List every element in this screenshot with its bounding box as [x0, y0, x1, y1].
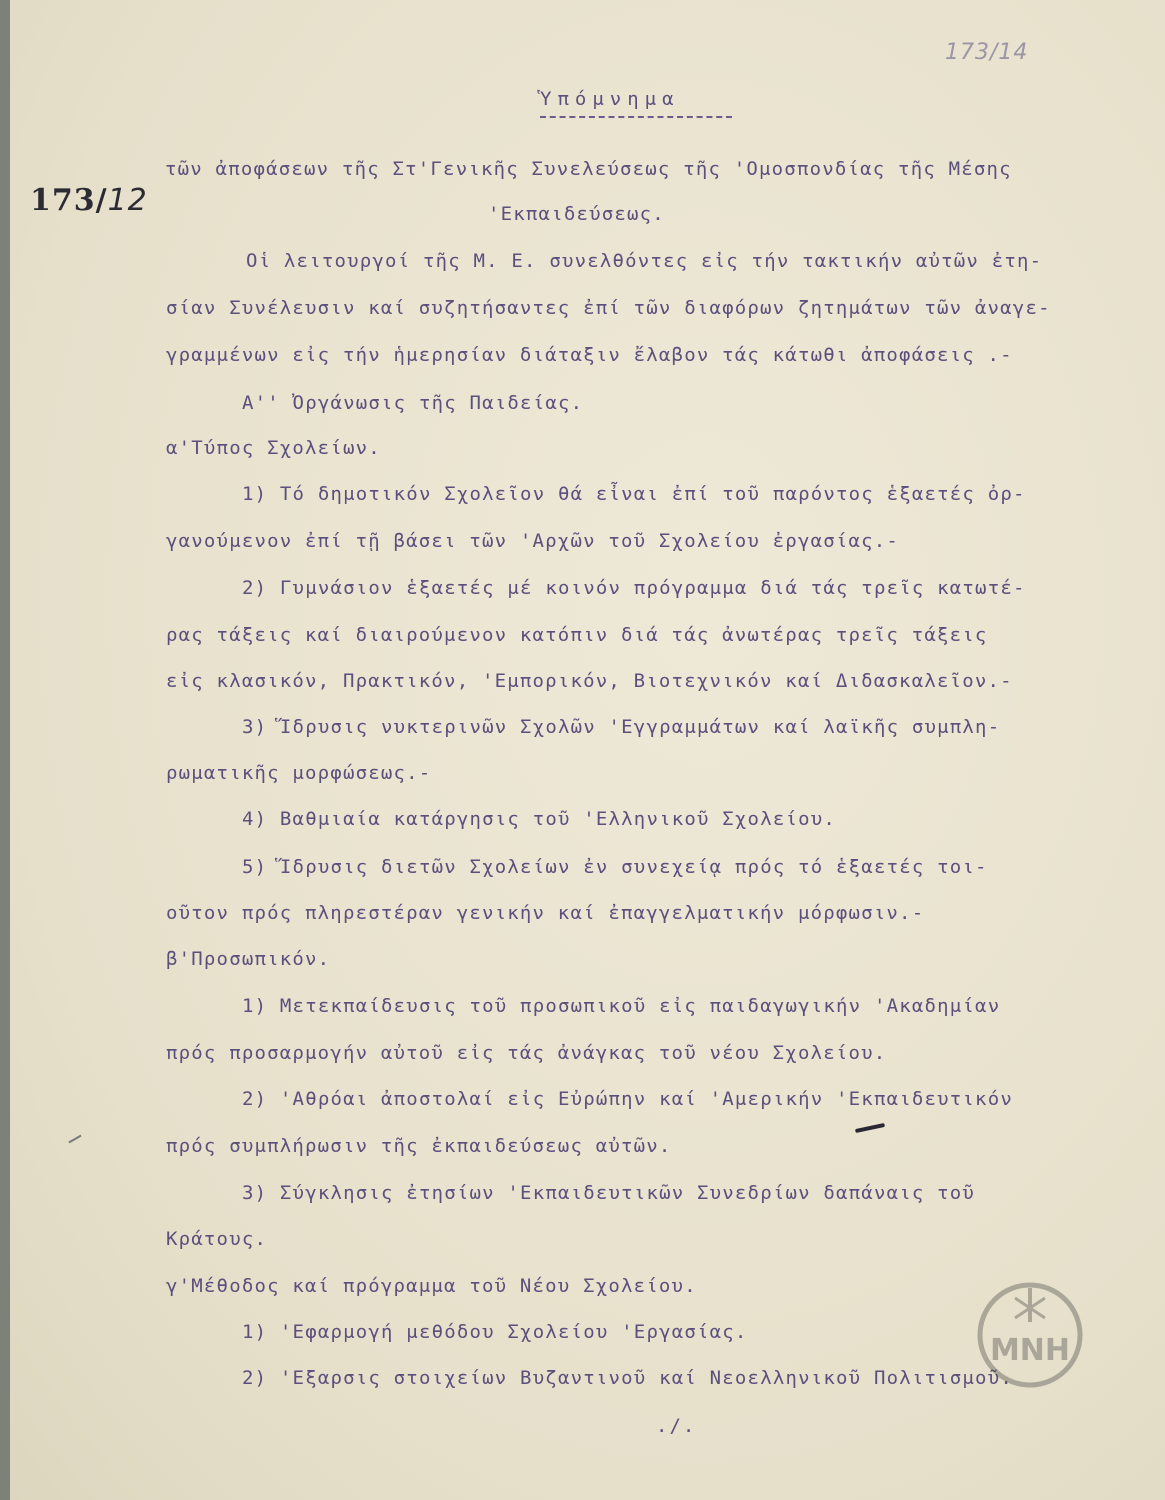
- text-line: 3) Ἵδρυσις νυκτερινῶν Σχολῶν 'Εγγραμμάτων καί λαϊκῆς συμπλη-: [242, 716, 1001, 738]
- document-title: Ὑπόμνημα: [540, 88, 680, 110]
- text-line: 1) Μετεκπαίδευσις τοῦ προσωπικοῦ εἰς παιδαγωγικήν 'Ακαδημίαν: [242, 995, 1001, 1017]
- text-line: ρας τάξεις καί διαιρούμενον κατόπιν διά τάς ἀνωτέρας τρεῖς τάξεις: [166, 624, 988, 646]
- section-heading: Α'' Ὀργάνωσις τῆς Παιδείας.: [242, 392, 584, 414]
- text-line: 2) 'Εξαρσις στοιχείων Βυζαντινοῦ καί Νεοελληνικοῦ Πολιτισμοῦ.: [242, 1367, 1013, 1389]
- pencil-mark: [68, 1135, 81, 1144]
- archive-number-printed: 173/: [30, 183, 108, 218]
- text-line: τῶν ἀποφάσεων τῆς Στ'Γενικῆς Συνελεύσεως τῆς 'Ομοσπονδίας τῆς Μέσης: [165, 158, 1012, 180]
- archive-number-handwritten: 12: [107, 183, 148, 218]
- text-line: 4) Βαθμιαία κατάργησις τοῦ 'Ελληνικοῦ Σχολείου.: [242, 808, 837, 830]
- text-line: 5) Ἵδρυσις διετῶν Σχολείων ἐν συνεχείᾳ πρός τό ἑξαετές τοι-: [242, 856, 988, 878]
- document-page: [10, 0, 1165, 1500]
- text-line: 1) Τό δημοτικόν Σχολεῖον θά εἶναι ἐπί τοῦ παρόντος ἑξαετές ὀρ-: [242, 483, 1026, 505]
- text-line: εἰς κλασικόν, Πρακτικόν, 'Εμπορικόν, Βιοτεχνικόν καί Διδασκαλεῖον.-: [166, 670, 1013, 692]
- continuation-mark: ./.: [656, 1415, 697, 1437]
- text-line: πρός προσαρμογήν αὐτοῦ εἰς τάς ἀνάγκας τοῦ νέου Σχολείου.: [166, 1042, 887, 1064]
- archive-number-left: [30, 183, 148, 218]
- text-line: ρωματικῆς μορφώσεως.-: [166, 762, 432, 784]
- subsection-heading: α'Τύπος Σχολείων.: [166, 437, 381, 459]
- ink-stroke: [855, 1123, 885, 1133]
- folder-binding: [0, 0, 10, 1500]
- text-line: Κράτους.: [166, 1228, 268, 1250]
- title-underline: [540, 116, 732, 118]
- text-line: σίαν Συνέλευσιν καί συζητήσαντες ἐπί τῶν διαφόρων ζητημάτων τῶν ἀναγε-: [166, 297, 1051, 319]
- archive-stamp-icon: [975, 1280, 1085, 1390]
- text-line: 3) Σύγκλησις ἐτησίων 'Εκπαιδευτικῶν Συνεδρίων δαπάναις τοῦ: [242, 1182, 976, 1204]
- text-line: 2) Γυμνάσιον ἑξαετές μέ κοινόν πρόγραμμα διά τάς τρεῖς κατωτέ-: [242, 577, 1026, 599]
- stamp-lettering: ΜΝΗ: [989, 1333, 1071, 1368]
- text-line: γανούμενον ἐπί τῇ βάσει τῶν 'Αρχῶν τοῦ Σχολείου ἐργασίας.-: [166, 530, 900, 552]
- text-line: Οἱ λειτουργοί τῆς Μ. Ε. συνελθόντες εἰς τήν τακτικήν αὐτῶν ἐτη-: [246, 250, 1043, 272]
- text-line: πρός συμπλήρωσιν τῆς ἐκπαιδεύσεως αὐτῶν.: [166, 1135, 672, 1157]
- subsection-heading: β'Προσωπικόν.: [166, 948, 331, 970]
- subsection-heading: γ'Μέθοδος καί πρόγραμμα τοῦ Νέου Σχολείου.: [166, 1275, 697, 1297]
- text-line: οῦτον πρός πληρεστέραν γενικήν καί ἐπαγγελματικήν μόρφωσιν.-: [166, 902, 925, 924]
- text-line: 'Εκπαιδεύσεως.: [488, 203, 665, 225]
- text-line: 1) 'Εφαρμογή μεθόδου Σχολείου 'Εργασίας.: [242, 1321, 748, 1343]
- text-line: γραμμένων εἰς τήν ἡμερησίαν διάταξιν ἔλαβον τάς κάτωθι ἀποφάσεις .-: [166, 344, 1013, 366]
- text-line: 2) 'Αθρόαι ἀποστολαί εἰς Εὐρώπην καί 'Αμερικήν 'Εκπαιδευτικόν: [242, 1088, 1013, 1110]
- archive-number-top: 173/14: [945, 40, 1029, 65]
